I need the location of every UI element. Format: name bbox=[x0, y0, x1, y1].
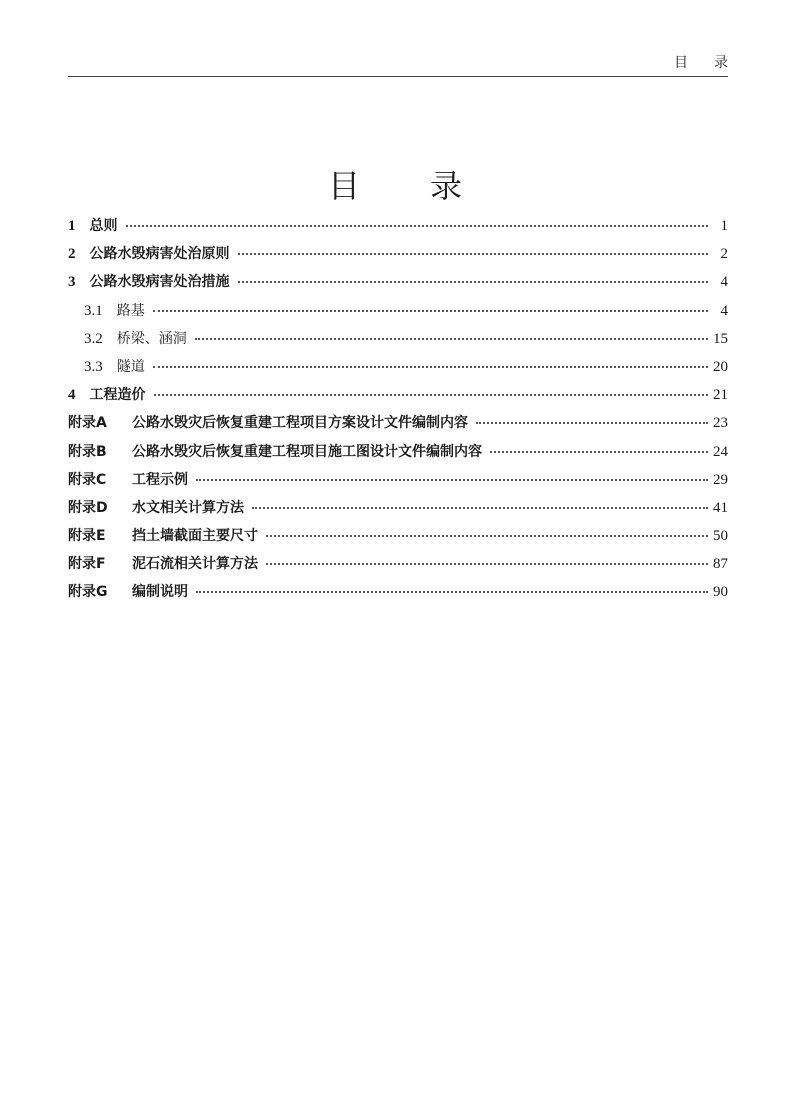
toc-entry-page-number: 87 bbox=[713, 556, 728, 573]
toc-entry-page-number: 21 bbox=[713, 387, 728, 404]
toc-dot-leader bbox=[238, 252, 709, 255]
toc-entry-number: 附录G bbox=[68, 584, 108, 601]
toc-dot-leader bbox=[238, 280, 709, 283]
toc-entry[interactable] bbox=[68, 268, 728, 296]
toc-entry-page-number: 20 bbox=[713, 358, 728, 375]
toc-entry-page-number: 29 bbox=[713, 471, 728, 488]
toc-entry-label: 工程造价 bbox=[89, 387, 146, 404]
toc-entry[interactable] bbox=[68, 494, 728, 522]
toc-entry[interactable] bbox=[68, 212, 728, 240]
toc-dot-leader bbox=[266, 534, 708, 537]
toc-entry[interactable] bbox=[68, 438, 728, 466]
table-of-contents bbox=[68, 212, 728, 607]
toc-entry-number: 3 bbox=[68, 274, 76, 291]
toc-entry[interactable] bbox=[68, 297, 728, 325]
toc-dot-leader bbox=[153, 309, 708, 312]
toc-entry-label: 工程示例 bbox=[132, 471, 188, 488]
toc-dot-leader bbox=[196, 590, 708, 593]
toc-entry-page-number: 41 bbox=[713, 499, 728, 516]
toc-entry-number: 3.2 bbox=[84, 330, 103, 347]
toc-dot-leader bbox=[153, 365, 708, 368]
toc-entry-number: 附录F bbox=[68, 556, 106, 573]
toc-entry-number: 附录D bbox=[68, 499, 108, 516]
toc-entry-number: 附录E bbox=[68, 528, 106, 545]
toc-entry-label: 桥梁、涵洞 bbox=[116, 330, 187, 347]
toc-entry[interactable] bbox=[68, 409, 728, 437]
page-title: 目录 bbox=[327, 167, 532, 206]
toc-entry[interactable] bbox=[68, 522, 728, 550]
running-header-title: 目录 bbox=[674, 55, 754, 71]
toc-entry[interactable] bbox=[68, 578, 728, 606]
toc-entry-number: 附录B bbox=[68, 443, 107, 460]
toc-dot-leader bbox=[490, 450, 708, 453]
toc-dot-leader bbox=[195, 337, 708, 340]
toc-entry-page-number: 50 bbox=[713, 528, 728, 545]
toc-entry-label: 公路水毁灾后恢复重建工程项目施工图设计文件编制内容 bbox=[132, 443, 482, 460]
toc-entry[interactable] bbox=[68, 240, 728, 268]
toc-entry-page-number: 1 bbox=[720, 218, 728, 234]
toc-dot-leader bbox=[196, 478, 708, 481]
toc-entry-label: 公路水毁病害处治措施 bbox=[89, 274, 230, 291]
toc-entry-page-number: 24 bbox=[713, 443, 728, 460]
toc-entry-page-number: 4 bbox=[720, 274, 728, 291]
toc-dot-leader bbox=[252, 506, 708, 509]
toc-entry-number: 3.1 bbox=[84, 302, 103, 319]
toc-entry-label: 公路水毁病害处治原则 bbox=[89, 246, 230, 263]
toc-entry[interactable] bbox=[68, 466, 728, 494]
toc-entry-label: 总则 bbox=[89, 218, 118, 234]
toc-entry-label: 泥石流相关计算方法 bbox=[132, 556, 258, 573]
toc-entry-number: 1 bbox=[68, 218, 76, 234]
toc-entry-label: 公路水毁灾后恢复重建工程项目方案设计文件编制内容 bbox=[132, 415, 468, 432]
toc-entry-page-number: 2 bbox=[720, 246, 728, 263]
toc-entry-number: 2 bbox=[68, 246, 76, 263]
toc-entry[interactable] bbox=[68, 325, 728, 353]
toc-entry-page-number: 90 bbox=[713, 584, 728, 601]
toc-entry[interactable] bbox=[68, 550, 728, 578]
toc-entry-label: 挡土墙截面主要尺寸 bbox=[132, 528, 258, 545]
toc-entry-label: 水文相关计算方法 bbox=[132, 499, 244, 516]
toc-entry-label: 隧道 bbox=[116, 358, 145, 375]
toc-entry-number: 3.3 bbox=[84, 358, 103, 375]
toc-dot-leader bbox=[154, 393, 709, 396]
toc-entry-page-number: 23 bbox=[713, 415, 728, 432]
toc-dot-leader bbox=[476, 421, 708, 424]
toc-entry-label: 编制说明 bbox=[132, 584, 188, 601]
toc-entry-label: 路基 bbox=[116, 302, 145, 319]
toc-entry-page-number: 4 bbox=[720, 302, 728, 319]
toc-entry-number: 附录A bbox=[68, 415, 107, 432]
toc-entry[interactable] bbox=[68, 381, 728, 409]
toc-dot-leader bbox=[126, 224, 709, 227]
toc-entry-number: 4 bbox=[68, 387, 76, 404]
toc-entry[interactable] bbox=[68, 353, 728, 381]
running-header bbox=[68, 52, 754, 77]
toc-dot-leader bbox=[266, 562, 708, 565]
toc-entry-page-number: 15 bbox=[713, 330, 728, 347]
toc-entry-number: 附录C bbox=[68, 471, 107, 488]
